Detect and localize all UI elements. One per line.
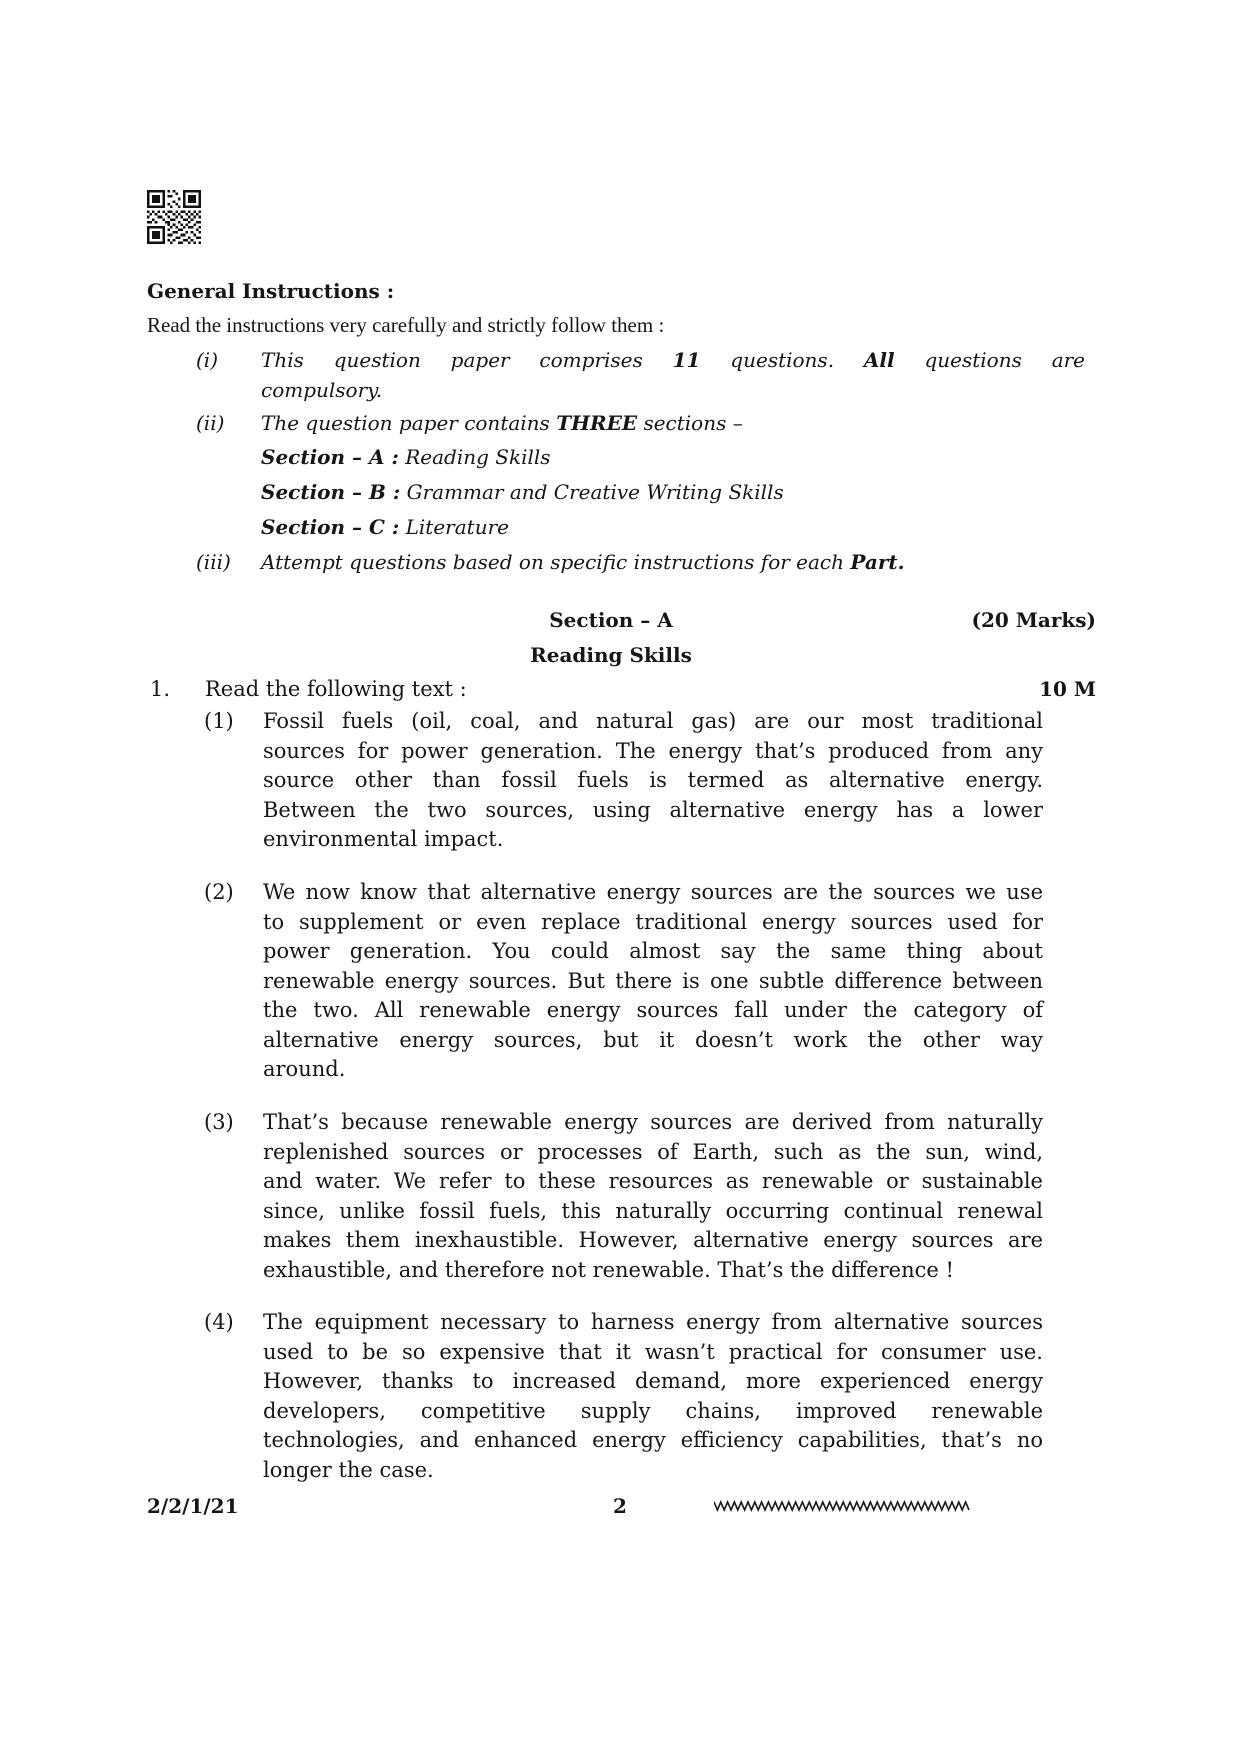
passage-paragraph-3 <box>204 1108 1043 1285</box>
paragraph-line: used to be so expensive that it wasn’t practical for consumer use. <box>263 1339 1043 1364</box>
question-marks: 10 M <box>1039 677 1096 701</box>
instruction-line <box>261 406 1085 441</box>
section-label: Section – A : <box>261 445 399 470</box>
paragraph-line: replenished sources or processes of Earth, such as the sun, wind, <box>263 1139 1043 1164</box>
general-instructions-title: General Instructions : <box>147 279 395 303</box>
instruction-run: sections – <box>643 410 743 435</box>
instruction-run: Attempt questions based on specific instructions for each <box>261 550 844 574</box>
section-name: Literature <box>405 514 509 539</box>
paragraph-line: makes them inexhaustible. However, alternative energy sources are <box>263 1228 1043 1253</box>
paragraph-marker: (4) <box>204 1310 234 1335</box>
paragraph-line: We now know that alternative energy sources are the sources we use <box>263 880 1043 905</box>
paragraph-text <box>263 1108 1043 1285</box>
passage-paragraph-2 <box>204 878 1043 1085</box>
paragraph-line: environmental impact. <box>263 827 504 852</box>
instruction-marker: (ii) <box>196 410 225 435</box>
question-prompt: Read the following text : <box>205 677 467 701</box>
instruction-line <box>261 345 1085 375</box>
paragraph-line: That’s because renewable energy sources are derived from naturally <box>263 1110 1043 1135</box>
bold-term: All <box>863 348 895 372</box>
paragraph-line: longer the case. <box>263 1457 434 1482</box>
bold-term: 11 <box>672 348 701 372</box>
instruction-line <box>261 547 1085 577</box>
paragraph-line: However, thanks to increased demand, more experienced energy <box>263 1369 1043 1394</box>
instruction-item-2 <box>196 406 1085 545</box>
paragraph-line: to supplement or even replace traditional energy sources used for <box>263 909 1043 934</box>
paragraph-line: Fossil fuels (oil, coal, and natural gas) are our most traditional <box>263 709 1043 734</box>
paragraph-marker: (3) <box>204 1110 234 1135</box>
instruction-text <box>261 406 1085 545</box>
qr-finder-bottom-left <box>147 226 165 244</box>
paragraph-line: developers, competitive supply chains, improved renewable <box>263 1398 1043 1423</box>
zigzag-stroke <box>714 1502 969 1510</box>
paragraph-line: power generation. You could almost say the same thing about <box>263 939 1043 964</box>
section-marks: (20 Marks) <box>971 608 1096 632</box>
paragraph-line: renewable energy sources. But there is one subtle difference between <box>263 968 1043 993</box>
instruction-run: The question paper contains <box>261 410 550 435</box>
instruction-text <box>261 547 1085 577</box>
section-name: Grammar and Creative Writing Skills <box>406 480 784 504</box>
instruction-text <box>261 345 1085 405</box>
section-list-item <box>261 510 1085 545</box>
paragraph-line: and water. We refer to these resources as renewable or sustainable <box>263 1169 1043 1194</box>
section-list-item <box>261 440 1085 475</box>
question-number: 1. <box>150 677 171 701</box>
page-number: 2 <box>613 1494 627 1518</box>
paragraph-line: The equipment necessary to harness energy from alternative sources <box>263 1310 1043 1335</box>
instruction-run: This question paper comprises <box>261 348 643 372</box>
paragraph-line: sources for power generation. The energy that’s produced from any <box>263 738 1043 763</box>
zigzag-line <box>714 1500 972 1512</box>
passage-paragraph-4 <box>204 1308 1043 1485</box>
instruction-item-1 <box>196 345 1085 405</box>
instruction-item-3 <box>196 547 1085 577</box>
paragraph-marker: (2) <box>204 880 234 905</box>
section-subtitle: Reading Skills <box>530 643 692 667</box>
paragraph-text <box>263 1308 1043 1485</box>
paragraph-marker: (1) <box>204 709 234 734</box>
paragraph-line: the two. All renewable energy sources fall under the category of <box>263 998 1043 1023</box>
instruction-run: questions. <box>730 348 835 372</box>
section-list-item <box>261 475 1085 510</box>
section-name: Reading Skills <box>405 445 551 470</box>
qr-finder-top-right <box>183 190 201 208</box>
qr-code-icon <box>147 190 201 244</box>
paragraph-line: source other than fossil fuels is termed as alternative energy. <box>263 768 1043 793</box>
paper-code: 2/2/1/21 <box>147 1494 239 1518</box>
section-label: Section – B : <box>261 480 401 504</box>
zigzag-icon <box>714 1500 972 1512</box>
qr-finder-top-left <box>147 190 165 208</box>
paragraph-line: technologies, and enhanced energy efficiency capabilities, that’s no <box>263 1428 1043 1453</box>
passage-paragraph-1 <box>204 707 1043 855</box>
instruction-marker: (i) <box>196 348 219 372</box>
bold-term: THREE <box>556 410 638 435</box>
general-instructions-intro: Read the instructions very carefully and strictly follow them : <box>147 313 665 337</box>
instruction-marker: (iii) <box>196 550 231 574</box>
paragraph-text <box>263 707 1043 855</box>
section-title: Section – A <box>549 608 673 632</box>
section-label: Section – C : <box>261 514 400 539</box>
bold-term: Part. <box>850 550 905 574</box>
qr-code <box>147 190 201 244</box>
instruction-run: questions are <box>924 348 1086 372</box>
paragraph-line: Between the two sources, using alternative energy has a lower <box>263 797 1043 822</box>
paragraph-line: exhaustible, and therefore not renewable. That’s the difference ! <box>263 1257 954 1282</box>
paragraph-text <box>263 878 1043 1085</box>
paragraph-line: since, unlike fossil fuels, this naturally occurring continual renewal <box>263 1198 1043 1223</box>
paragraph-line: alternative energy sources, but it doesn’t work the other way <box>263 1027 1043 1052</box>
paragraph-line: around. <box>263 1057 346 1082</box>
instruction-line: compulsory. <box>261 378 383 402</box>
